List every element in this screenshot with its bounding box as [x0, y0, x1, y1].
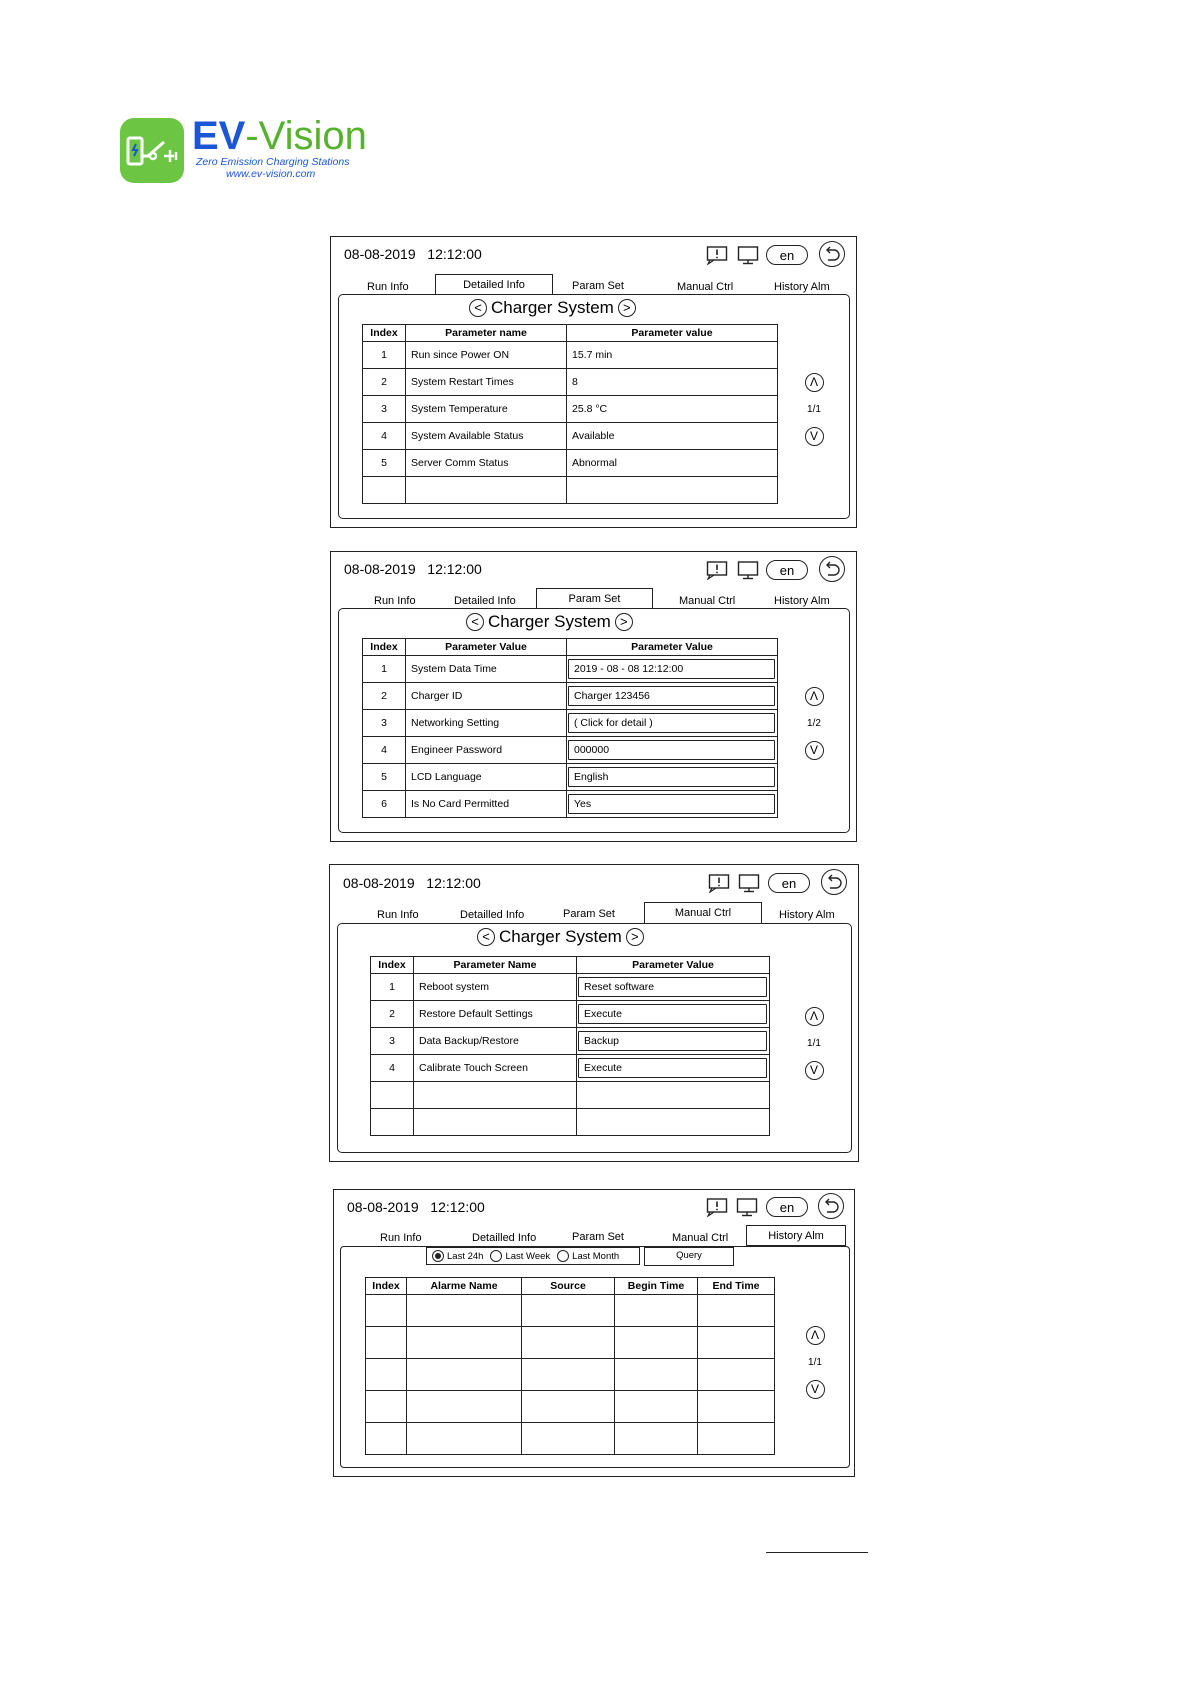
content-panel [340, 1246, 850, 1468]
screen-detailed-info [330, 236, 857, 528]
datetime: 08-08-2019 12:12:00 [344, 246, 482, 262]
action-button[interactable]: Execute [578, 1004, 767, 1024]
page-indicator: 1/1 [807, 404, 821, 415]
alarm-table [365, 1277, 775, 1455]
col-parameter-name: Parameter name [406, 325, 567, 342]
value-field[interactable]: 2019 - 08 - 08 12:12:00 [568, 659, 775, 679]
value-field[interactable]: 000000 [568, 740, 775, 760]
tab-history-alm[interactable]: History Alm [774, 281, 830, 293]
prev-section-icon[interactable]: < [469, 299, 487, 317]
radio-last-week[interactable] [490, 1250, 502, 1262]
col-alarm-name: Alarme Name [407, 1278, 522, 1295]
next-section-icon[interactable]: > [618, 299, 636, 317]
radio-last-24h[interactable] [432, 1250, 444, 1262]
pager [802, 1007, 826, 1080]
prev-section-icon[interactable]: < [477, 928, 495, 946]
signature-line [766, 1552, 868, 1553]
language-button[interactable]: en [768, 873, 810, 893]
col-index: Index [363, 325, 406, 342]
table-row: 1 Run since Power ON 15.7 min [363, 342, 778, 369]
value-field[interactable]: English [568, 767, 775, 787]
tab-run-info[interactable]: Run Info [380, 1232, 422, 1244]
table-row: 5 Server Comm Status Abnormal [363, 450, 778, 477]
table-row [366, 1359, 775, 1391]
alarm-message-icon[interactable] [706, 1197, 728, 1217]
tab-run-info[interactable]: Run Info [377, 909, 419, 921]
table-row: 2 Restore Default Settings Execute [371, 1001, 770, 1028]
page-up-icon[interactable]: Λ [806, 1326, 825, 1345]
tab-detailed-info[interactable]: Detailled Info [472, 1232, 537, 1244]
monitor-icon[interactable] [738, 873, 760, 893]
parameter-table [362, 324, 778, 504]
page-indicator: 1/2 [807, 718, 821, 729]
brand-name: EV-Vision [192, 114, 367, 158]
content-panel [338, 294, 850, 519]
table-row: 3 System Temperature 25.8 °C [363, 396, 778, 423]
prev-section-icon[interactable]: < [466, 613, 484, 631]
tab-param-set[interactable]: Param Set [572, 1231, 624, 1243]
page-indicator: 1/1 [808, 1357, 822, 1368]
col-parameter-name: Parameter Value [406, 639, 567, 656]
col-end-time: End Time [698, 1278, 775, 1295]
table-row: 1 System Data Time 2019 - 08 - 08 12:12:00 [363, 656, 778, 683]
page-up-icon[interactable]: Λ [805, 373, 824, 392]
datetime: 08-08-2019 12:12:00 [343, 875, 481, 891]
datetime: 08-08-2019 12:12:00 [344, 561, 482, 577]
tab-param-set[interactable]: Param Set [572, 280, 624, 292]
tab-param-set[interactable]: Param Set [563, 908, 615, 920]
back-button[interactable] [818, 1193, 844, 1219]
table-row [363, 477, 778, 504]
language-button[interactable]: en [766, 245, 808, 265]
value-field[interactable]: ( Click for detail ) [568, 713, 775, 733]
table-row: 2 Charger ID Charger 123456 [363, 683, 778, 710]
table-row [366, 1423, 775, 1455]
value-field[interactable]: Yes [568, 794, 775, 814]
action-button[interactable]: Execute [578, 1058, 767, 1078]
page-down-icon[interactable]: V [805, 1061, 824, 1080]
section-title: < Charger System > [466, 612, 633, 632]
table-row: 4 System Available Status Available [363, 423, 778, 450]
monitor-icon[interactable] [736, 1197, 758, 1217]
pager [802, 687, 826, 760]
screen-param-set [330, 551, 857, 842]
tab-manual-ctrl[interactable]: Manual Ctrl [672, 1232, 729, 1244]
language-button[interactable]: en [766, 1197, 808, 1217]
section-title: < Charger System > [477, 927, 644, 947]
tab-run-info[interactable]: Run Info [367, 281, 409, 293]
content-panel [337, 923, 852, 1153]
value-field[interactable]: Charger 123456 [568, 686, 775, 706]
col-parameter-value: Parameter Value [577, 957, 770, 974]
col-parameter-value: Parameter value [567, 325, 778, 342]
content-panel [338, 608, 850, 833]
monitor-icon[interactable] [737, 560, 759, 580]
back-button[interactable] [819, 556, 845, 582]
pager [802, 373, 826, 446]
back-arrow-icon [820, 242, 844, 266]
screen-history-alm [333, 1189, 855, 1477]
brand-tagline: Zero Emission Charging Stations [196, 156, 350, 168]
next-section-icon[interactable]: > [615, 613, 633, 631]
table-row: 4 Calibrate Touch Screen Execute [371, 1055, 770, 1082]
col-parameter-value: Parameter Value [567, 639, 778, 656]
datetime: 08-08-2019 12:12:00 [347, 1199, 485, 1215]
table-row [371, 1109, 770, 1136]
table-row: 3 Networking Setting ( Click for detail ) [363, 710, 778, 737]
table-row: 2 System Restart Times 8 [363, 369, 778, 396]
tab-param-set[interactable]: Param Set [536, 588, 653, 609]
tab-detailed-info[interactable]: Detailled Info [460, 909, 525, 921]
radio-last-month[interactable] [557, 1250, 569, 1262]
tab-history-alm[interactable]: History Alm [779, 909, 835, 921]
table-row: 1 Reboot system Reset software [371, 974, 770, 1001]
tab-detailed-info[interactable]: Detailed Info [435, 274, 553, 295]
action-button[interactable]: Reset software [578, 977, 767, 997]
brand-url: www.ev-vision.com [226, 168, 316, 180]
ev-vision-logo [120, 114, 370, 190]
action-button[interactable]: Backup [578, 1031, 767, 1051]
page-down-icon[interactable]: V [805, 427, 824, 446]
back-button[interactable] [821, 869, 847, 895]
charging-plug-icon [120, 118, 184, 183]
screen-manual-ctrl [329, 864, 859, 1162]
tab-run-info[interactable]: Run Info [374, 595, 416, 607]
monitor-icon[interactable] [737, 245, 759, 265]
col-source: Source [522, 1278, 615, 1295]
col-index: Index [366, 1278, 407, 1295]
next-section-icon[interactable]: > [626, 928, 644, 946]
alarm-message-icon[interactable] [706, 245, 728, 265]
col-index: Index [371, 957, 414, 974]
alarm-message-icon[interactable] [706, 560, 728, 580]
table-row: 3 Data Backup/Restore Backup [371, 1028, 770, 1055]
table-row [371, 1082, 770, 1109]
tab-history-alm[interactable]: History Alm [774, 595, 830, 607]
section-title: < Charger System > [469, 298, 636, 318]
page-up-icon[interactable]: Λ [805, 1007, 824, 1026]
page-indicator: 1/1 [807, 1038, 821, 1049]
table-row [366, 1295, 775, 1327]
back-button[interactable] [819, 241, 845, 267]
table-row: 4 Engineer Password 000000 [363, 737, 778, 764]
col-parameter-name: Parameter Name [414, 957, 577, 974]
tab-history-alm[interactable]: History Alm [746, 1225, 846, 1246]
back-arrow-icon [822, 870, 846, 894]
tab-manual-ctrl[interactable]: Manual Ctrl [677, 281, 734, 293]
page-down-icon[interactable]: V [805, 741, 824, 760]
tab-manual-ctrl[interactable]: Manual Ctrl [644, 902, 762, 923]
page-down-icon[interactable]: V [806, 1380, 825, 1399]
parameter-table [362, 638, 778, 818]
tab-detailed-info[interactable]: Detailed Info [454, 595, 516, 607]
col-index: Index [363, 639, 406, 656]
page-up-icon[interactable]: Λ [805, 687, 824, 706]
tab-manual-ctrl[interactable]: Manual Ctrl [679, 595, 736, 607]
col-begin-time: Begin Time [615, 1278, 698, 1295]
alarm-message-icon[interactable] [708, 873, 730, 893]
pager [803, 1326, 827, 1399]
back-arrow-icon [820, 557, 844, 581]
time-filter-group: Last 24h Last Week Last Month [426, 1247, 640, 1265]
language-button[interactable]: en [766, 560, 808, 580]
parameter-table [370, 956, 770, 1136]
query-button[interactable]: Query [644, 1247, 734, 1266]
table-row [366, 1327, 775, 1359]
table-row: 5 LCD Language English [363, 764, 778, 791]
table-row: 6 Is No Card Permitted Yes [363, 791, 778, 818]
table-row [366, 1391, 775, 1423]
back-arrow-icon [819, 1194, 843, 1218]
